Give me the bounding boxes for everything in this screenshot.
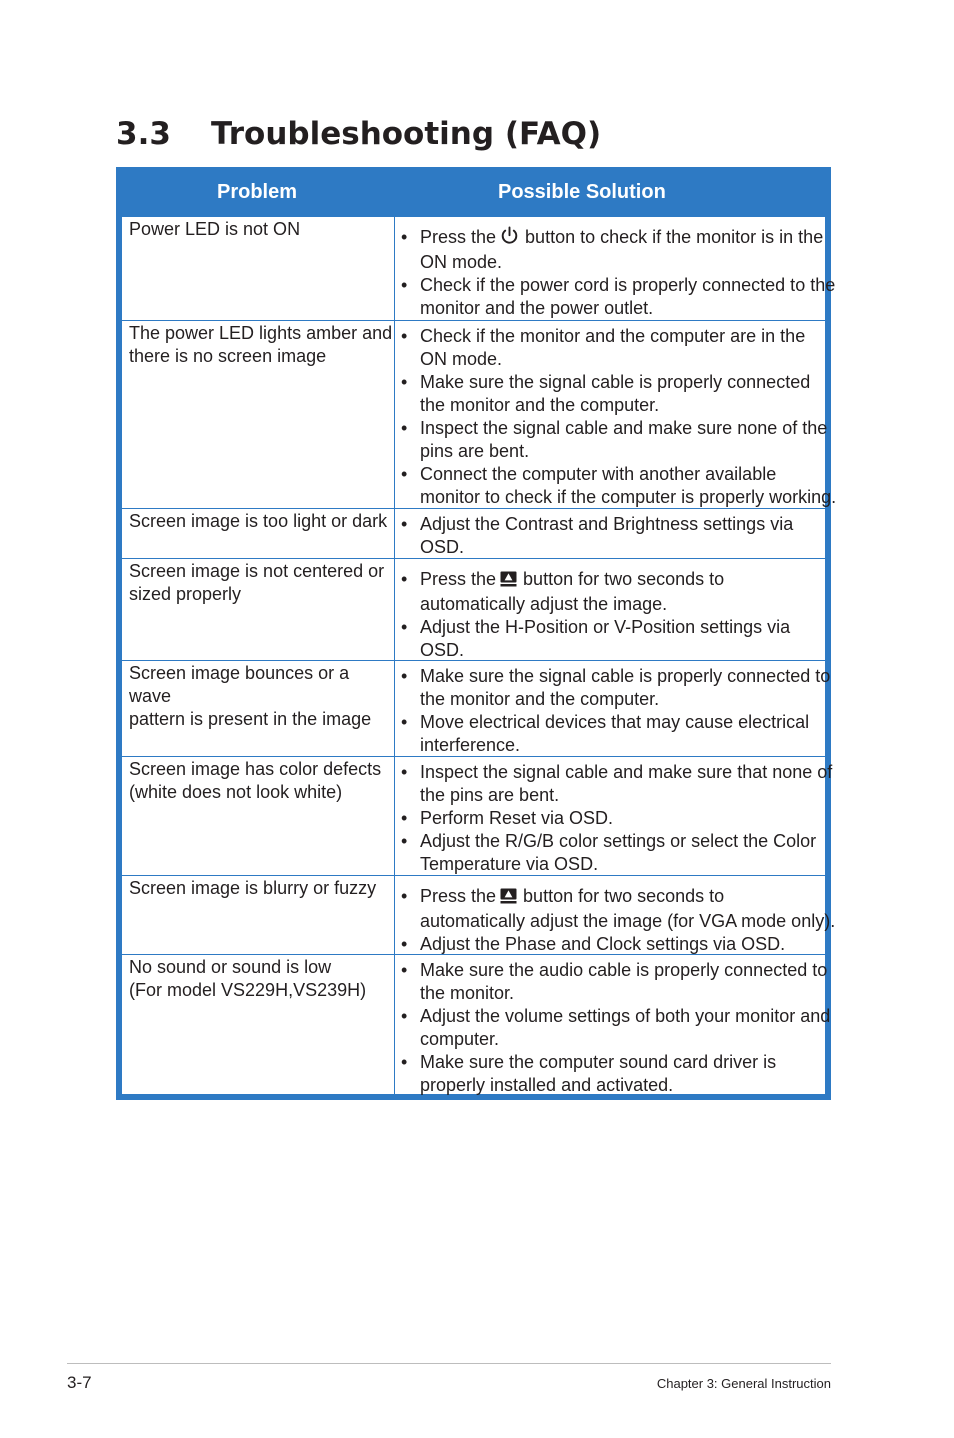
problem-line: Screen image has color defects bbox=[129, 759, 382, 779]
solution-column-header: Possible Solution bbox=[498, 181, 666, 203]
solution-item bbox=[396, 830, 825, 876]
solution-line: interference. bbox=[420, 735, 521, 755]
solution-line: • Adjust the Phase and Clock settings via OSD. bbox=[420, 934, 786, 954]
solution-line: • Make sure the computer sound card driver is bbox=[420, 1052, 777, 1072]
solution-line: • Inspect the signal cable and make sure that none of bbox=[420, 762, 833, 782]
auto-adjust-icon bbox=[500, 570, 517, 593]
problem-line: Screen image is too light or dark bbox=[129, 511, 388, 531]
problem-cell bbox=[122, 876, 395, 954]
solution-line: • Connect the computer with another available bbox=[420, 464, 777, 484]
solution-list bbox=[396, 513, 825, 559]
solution-item bbox=[396, 513, 825, 559]
solution-line: the monitor and the computer. bbox=[420, 395, 660, 415]
solution-item bbox=[396, 711, 825, 757]
solution-line: monitor to check if the computer is properly working. bbox=[420, 487, 837, 507]
problem-line: there is no screen image bbox=[129, 346, 327, 366]
solution-line: • Make sure the signal cable is properly connected bbox=[420, 372, 811, 392]
table-row bbox=[122, 320, 837, 508]
problem-line: The power LED lights amber and bbox=[129, 323, 393, 343]
solution-line: computer. bbox=[420, 1029, 500, 1049]
solution-item bbox=[396, 274, 836, 320]
solution-line: pins are bent. bbox=[420, 441, 530, 461]
solution-line: Temperature via OSD. bbox=[420, 854, 599, 874]
problem-line: Screen image is not centered or bbox=[129, 561, 385, 581]
solution-line: OSD. bbox=[420, 640, 465, 660]
page-number: 3-7 bbox=[67, 1373, 92, 1392]
solution-line bbox=[420, 226, 825, 251]
solution-line: • Inspect the signal cable and make sure none of the bbox=[420, 418, 828, 438]
solution-line: ON mode. bbox=[420, 349, 503, 369]
solution-line: • Adjust the volume settings of both your monitor and bbox=[420, 1006, 831, 1026]
table-row bbox=[122, 558, 825, 660]
solution-text: Press the bbox=[420, 886, 497, 906]
section-title bbox=[116, 112, 601, 156]
solution-line: • Make sure the signal cable is properly connected to bbox=[420, 666, 831, 686]
solution-item bbox=[396, 665, 831, 711]
solution-list bbox=[396, 885, 836, 956]
problem-line: (white does not look white) bbox=[129, 782, 343, 802]
solution-item bbox=[396, 1005, 831, 1051]
problem-line: sized properly bbox=[129, 584, 242, 604]
problem-cell bbox=[122, 321, 395, 508]
table-row bbox=[122, 954, 831, 1095]
faq-table-body bbox=[122, 217, 837, 1095]
solution-item bbox=[396, 616, 825, 662]
solution-line: • Perform Reset via OSD. bbox=[420, 808, 614, 828]
solution-item bbox=[396, 463, 837, 509]
solution-line: • Make sure the audio cable is properly connected to bbox=[420, 960, 828, 980]
chapter-label: Chapter 3: General Instruction bbox=[656, 1376, 831, 1391]
solution-item bbox=[396, 885, 836, 933]
problem-line: pattern is present in the image bbox=[129, 709, 372, 729]
solution-line: OSD. bbox=[420, 537, 465, 557]
problem-line: Screen image bounces or a wave bbox=[129, 663, 350, 706]
solution-line: ON mode. bbox=[420, 252, 503, 272]
problem-cell bbox=[122, 757, 395, 875]
solution-list bbox=[396, 226, 836, 320]
solution-list bbox=[396, 325, 837, 509]
problem-line: (For model VS229H,VS239H) bbox=[129, 980, 367, 1000]
faq-table-header bbox=[116, 167, 831, 217]
problem-line: No sound or sound is low bbox=[129, 957, 332, 977]
solution-line: • Move electrical devices that may cause electrical bbox=[420, 712, 810, 732]
solution-line: the pins are bent. bbox=[420, 785, 560, 805]
solution-item bbox=[396, 325, 825, 371]
section-title-text: Troubleshooting (FAQ) bbox=[211, 116, 602, 152]
problem-cell bbox=[122, 559, 395, 660]
solution-line: the monitor. bbox=[420, 983, 515, 1003]
solution-line: automatically adjust the image (for VGA mode only). bbox=[420, 911, 836, 931]
solution-text: Press the bbox=[420, 227, 497, 247]
table-row bbox=[122, 660, 831, 756]
solution-line bbox=[420, 568, 825, 593]
solution-item bbox=[396, 807, 825, 830]
solution-item bbox=[396, 568, 825, 616]
solution-line: • Adjust the H-Position or V-Position settings via bbox=[420, 617, 791, 637]
faq-table bbox=[116, 167, 837, 1100]
solution-line: • Adjust the R/G/B color settings or select the Color bbox=[420, 831, 817, 851]
solution-line: the monitor and the computer. bbox=[420, 689, 660, 709]
solution-text: button to check if the monitor is in the bbox=[525, 227, 824, 247]
solution-line: automatically adjust the image. bbox=[420, 594, 668, 614]
problem-cell bbox=[122, 661, 395, 756]
table-row bbox=[122, 508, 825, 558]
solution-list bbox=[396, 761, 833, 876]
solution-line: • Check if the monitor and the computer are in the bbox=[420, 326, 806, 346]
problem-line: Screen image is blurry or fuzzy bbox=[129, 878, 377, 898]
problem-cell bbox=[122, 955, 395, 1094]
section-number: 3.3 bbox=[116, 116, 171, 152]
solution-list bbox=[396, 568, 825, 662]
solution-text: button for two seconds to bbox=[523, 569, 725, 589]
table-row bbox=[122, 217, 836, 320]
problem-cell bbox=[122, 509, 395, 558]
solution-item bbox=[396, 959, 828, 1005]
power-icon bbox=[500, 226, 519, 251]
solution-text: button for two seconds to bbox=[523, 886, 725, 906]
footer-divider bbox=[67, 1363, 831, 1364]
solution-item bbox=[396, 933, 825, 956]
solution-item bbox=[396, 761, 833, 807]
auto-adjust-icon bbox=[500, 887, 517, 910]
solution-list bbox=[396, 665, 831, 757]
solution-item bbox=[396, 371, 825, 417]
table-row bbox=[122, 875, 836, 954]
solution-line: • Adjust the Contrast and Brightness settings via bbox=[420, 514, 794, 534]
solution-line: • Check if the power cord is properly connected to the bbox=[420, 275, 836, 295]
problem-cell bbox=[122, 217, 395, 320]
problem-line: Power LED is not ON bbox=[129, 219, 301, 239]
solution-item bbox=[396, 226, 825, 274]
solution-item bbox=[396, 1051, 825, 1097]
solution-line: properly installed and activated. bbox=[420, 1075, 674, 1095]
solution-item bbox=[396, 417, 828, 463]
solution-line bbox=[420, 885, 825, 910]
problem-column-header: Problem bbox=[217, 181, 298, 203]
solution-list bbox=[396, 959, 831, 1097]
solution-text: Press the bbox=[420, 569, 497, 589]
solution-line: monitor and the power outlet. bbox=[420, 298, 654, 318]
table-row bbox=[122, 756, 833, 875]
